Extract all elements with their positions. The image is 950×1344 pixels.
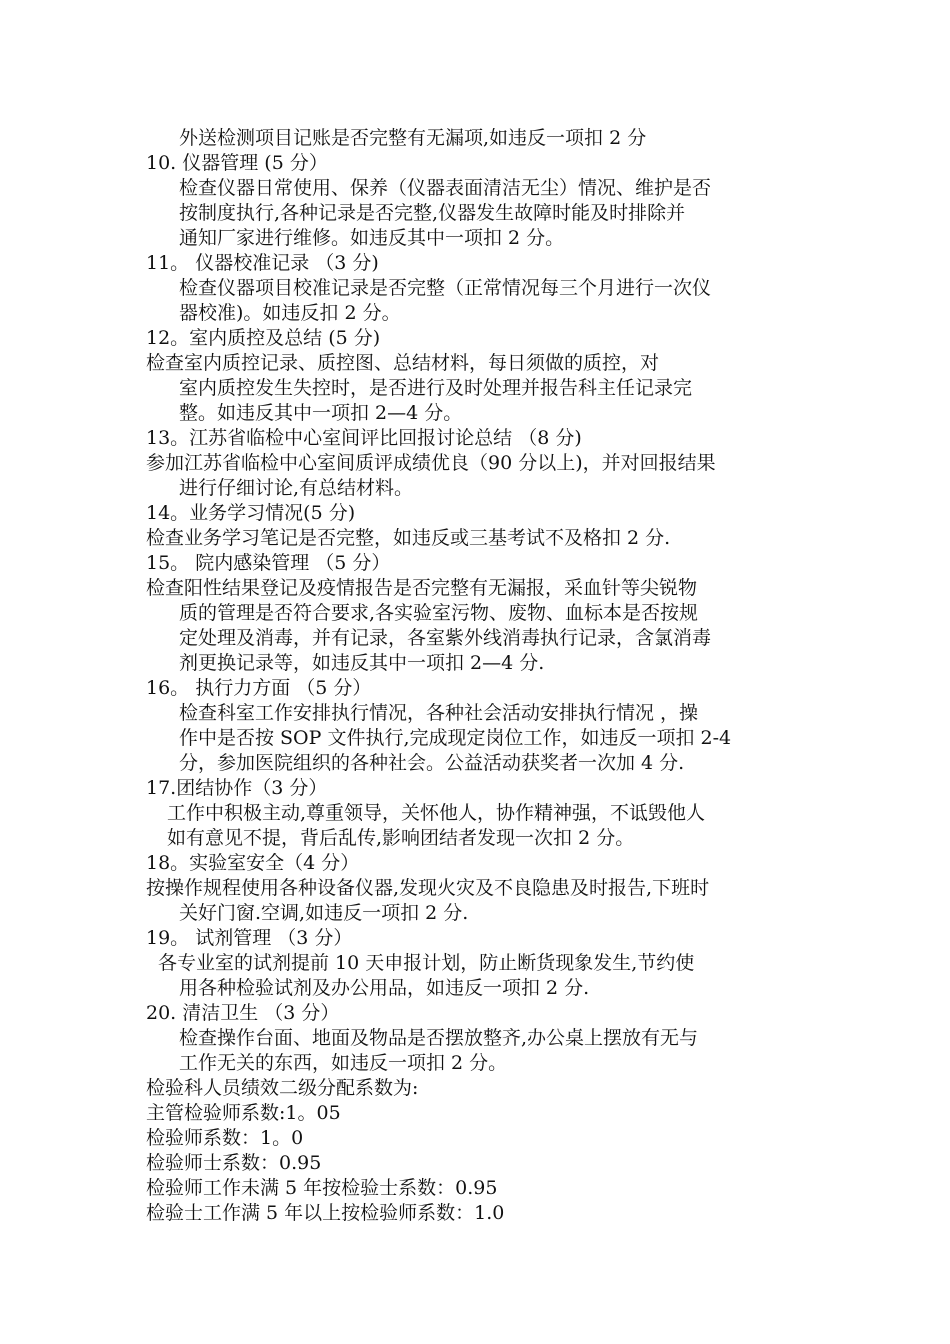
coefficient-line: 主管检验师系数:1。05 [146,1102,341,1124]
text-line: 进行仔细讨论,有总结材料。 [179,477,414,499]
coefficient-line: 检验师士系数：0.95 [146,1152,322,1174]
text-line: 作中是否按 SOP 文件执行,完成现定岗位工作，如违反一项扣 2-4 [179,727,732,749]
section-heading: 17.团结协作（3 分） [146,777,328,799]
text-line: 器校准)。如违反扣 2 分。 [179,302,401,324]
text-line: 定处理及消毒，并有记录，各室紫外线消毒执行记录，含氯消毒 [179,627,712,649]
text-line: 检查科室工作安排执行情况，各种社会活动安排执行情况 ，操 [179,702,699,724]
section-heading: 13。江苏省临检中心室间评比回报讨论总结 （8 分) [146,427,582,449]
text-line: 检查业务学习笔记是否完整，如违反或三基考试不及格扣 2 分. [146,527,671,549]
text-line: 检查仪器项目校准记录是否完整（正常情况每三个月进行一次仪 [179,277,712,299]
text-line: 外送检测项目记账是否完整有无漏项,如违反一项扣 2 分 [179,127,647,149]
section-heading: 10. 仪器管理 (5 分） [146,152,328,174]
text-line: 检查阳性结果登记及疫情报告是否完整有无漏报，采血针等尖锐物 [146,577,698,599]
coefficient-line: 检验士工作满 5 年以上按检验师系数：1.0 [146,1202,505,1224]
text-line: 室内质控发生失控时，是否进行及时处理并报告科主任记录完 [179,377,693,399]
text-line: 按制度执行,各种记录是否完整,仪器发生故障时能及时排除并 [179,202,686,224]
text-line: 分，参加医院组织的各种社会。公益活动获奖者一次加 4 分. [179,752,685,774]
text-line: 关好门窗.空调,如违反一项扣 2 分. [179,902,469,924]
text-line: 如有意见不提，背后乱传,影响团结者发现一次扣 2 分。 [167,827,635,849]
coefficient-line: 检验师工作未满 5 年按检验士系数：0.95 [146,1177,498,1199]
text-line: 质的管理是否符合要求,各实验室污物、废物、血标本是否按规 [179,602,699,624]
text-line: 参加江苏省临检中心室间质评成绩优良（90 分以上)，并对回报结果 [146,452,716,474]
section-heading: 12。室内质控及总结 (5 分) [146,327,381,349]
coefficient-heading: 检验科人员绩效二级分配系数为: [146,1077,419,1099]
section-heading: 14。业务学习情况(5 分) [146,502,356,524]
text-line: 检查操作台面、地面及物品是否摆放整齐,办公桌上摆放有无与 [179,1027,699,1049]
section-heading: 15。 院内感染管理 （5 分） [146,552,391,574]
section-heading: 18。实验室安全（4 分） [146,852,360,874]
text-line: 整。如违反其中一项扣 2—4 分。 [179,402,463,424]
text-line: 工作中积极主动,尊重领导，关怀他人，协作精神强，不诋毁他人 [167,802,706,824]
section-heading: 16。 执行力方面 （5 分） [146,677,372,699]
coefficient-line: 检验师系数：1。0 [146,1127,304,1149]
section-heading: 20. 清洁卫生 （3 分） [146,1002,340,1024]
section-heading: 19。 试剂管理 （3 分） [146,927,353,949]
text-line: 各专业室的试剂提前 10 天申报计划，防止断货现象发生,节约使 [158,952,695,974]
text-line: 通知厂家进行维修。如违反其中一项扣 2 分。 [179,227,565,249]
text-line: 用各种检验试剂及办公用品，如违反一项扣 2 分. [179,977,590,999]
text-line: 剂更换记录等，如违反其中一项扣 2—4 分. [179,652,545,674]
text-line: 按操作规程使用各种设备仪器,发现火灾及不良隐患及时报告,下班时 [146,877,710,899]
section-heading: 11。 仪器校准记录 （3 分) [146,252,379,274]
text-line: 检查室内质控记录、质控图、总结材料，每日须做的质控，对 [146,352,660,374]
text-line: 检查仪器日常使用、保养（仪器表面清洁无尘）情况、维护是否 [179,177,712,199]
text-line: 工作无关的东西，如违反一项扣 2 分。 [179,1052,508,1074]
